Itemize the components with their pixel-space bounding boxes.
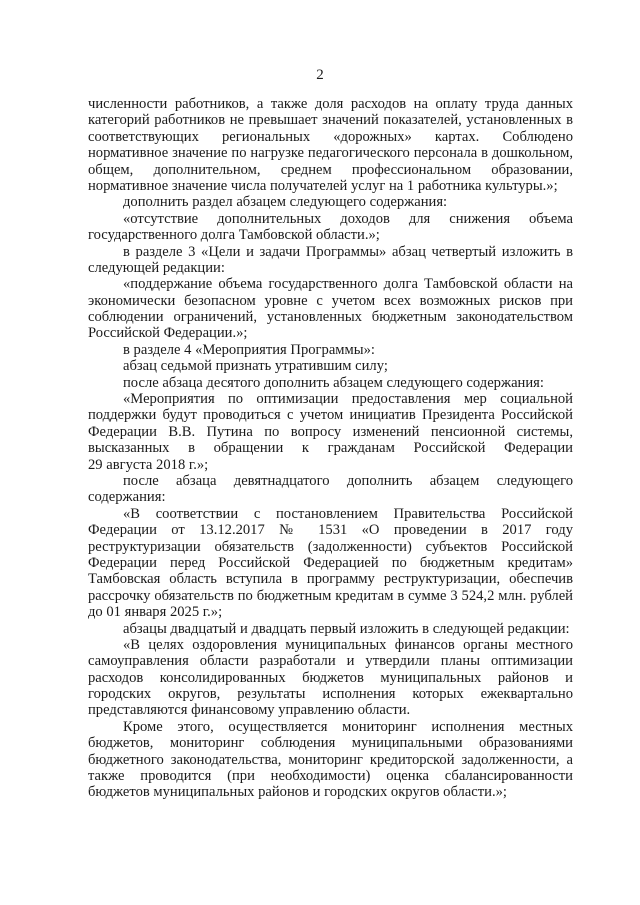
text-line: также проводится (при необходимости) оценка сбалансированности [88,768,573,785]
text-line: бюджетов, мониторинг соблюдения муниципальными образованиями [88,735,573,752]
text-line: категорий работников не превышает значений показателей, установленных в [88,112,573,129]
text-line: до 01 января 2025 г.»; [88,604,223,621]
text-line: в разделе 4 «Мероприятия Программы»: [123,341,375,358]
text-line: «В соответствии с постановлением Правительства Российской [123,505,573,522]
text-line: следующей редакции: [88,259,225,276]
text-line: общем, дополнительном, среднем профессиональном образовании, [88,161,573,178]
text-line: содержания: [88,489,166,506]
text-line: высказанных в обращении к гражданам Российской Федерации [88,440,573,457]
text-line: экономически безопасном уровне с учетом всех возможных рисков при [88,292,573,309]
text-line: «поддержание объема государственного долга Тамбовской области на [123,276,573,293]
text-line: городских округов, результаты исполнения которых ежеквартально [88,686,573,703]
text-line: расходов консолидированных бюджетов муниципальных районов и [88,669,573,686]
text-line: нормативное значение числа получателей услуг на 1 работника культуры.»; [88,177,558,194]
text-line: представляются финансовому управлению области. [88,702,411,719]
text-line: 29 августа 2018 г.»; [88,456,209,473]
text-line: рассрочку обязательств по бюджетным кредитам в сумме 3 524,2 млн. рублей [88,587,573,604]
text-line: дополнить раздел абзацем следующего содержания: [123,194,448,211]
text-line: «отсутствие дополнительных доходов для снижения объема [123,210,573,227]
text-line: «В целях оздоровления муниципальных финансов органы местного [123,636,573,653]
page-number: 2 [316,67,324,83]
text-line: численности работников, а также доля расходов на оплату труда данных [88,96,573,112]
text-line: абзацы двадцатый и двадцать первый изложить в следующей редакции: [123,620,570,637]
text-line: бюджетов муниципальных районов и городских округов области.»; [88,784,507,801]
text-line: реструктуризации обязательств (задолженности) субъектов Российской [88,538,573,555]
text-line: нормативное значение по нагрузке педагогического персонала в дошкольном, [88,145,573,162]
text-line: Федерации В.В. Путина по вопросу изменений пенсионной системы, [88,423,573,440]
text-line: Кроме этого, осуществляется мониторинг исполнения местных [123,718,573,735]
text-line: Федерации от 13.12.2017 № 1531 «О проведении в 2017 году [88,522,573,539]
document-body [88,96,573,801]
text-line: абзац седьмой признать утратившим силу; [123,358,388,375]
text-line: «Мероприятия по оптимизации предоставления мер социальной [123,391,573,408]
text-line: поддержки будут проводиться с учетом инициатив Президента Российской [88,407,573,424]
text-line: Тамбовская область вступила в программу реструктуризации, обеспечив [88,571,573,588]
text-line: Российской Федерации.»; [88,325,248,342]
text-line: бюджетного законодательства, мониторинг кредиторской задолженности, а [88,751,573,768]
text-line: после абзаца десятого дополнить абзацем следующего содержания: [123,374,544,391]
text-line: в разделе 3 «Цели и задачи Программы» абзац четвертый изложить в [123,243,573,260]
text-line: соблюдении ограничений, установленных бюджетным законодательством [88,309,573,326]
text-line: соответствующих региональных «дорожных» картах. Соблюдено [88,128,573,145]
text-line: Федерации перед Российской Федерацией по бюджетным кредитам» [88,554,573,571]
text-line: после абзаца девятнадцатого дополнить абзацем следующего [123,472,573,489]
text-line: государственного долга Тамбовской области.»; [88,227,380,244]
text-line: самоуправления области разработали и утвердили планы оптимизации [88,653,573,670]
